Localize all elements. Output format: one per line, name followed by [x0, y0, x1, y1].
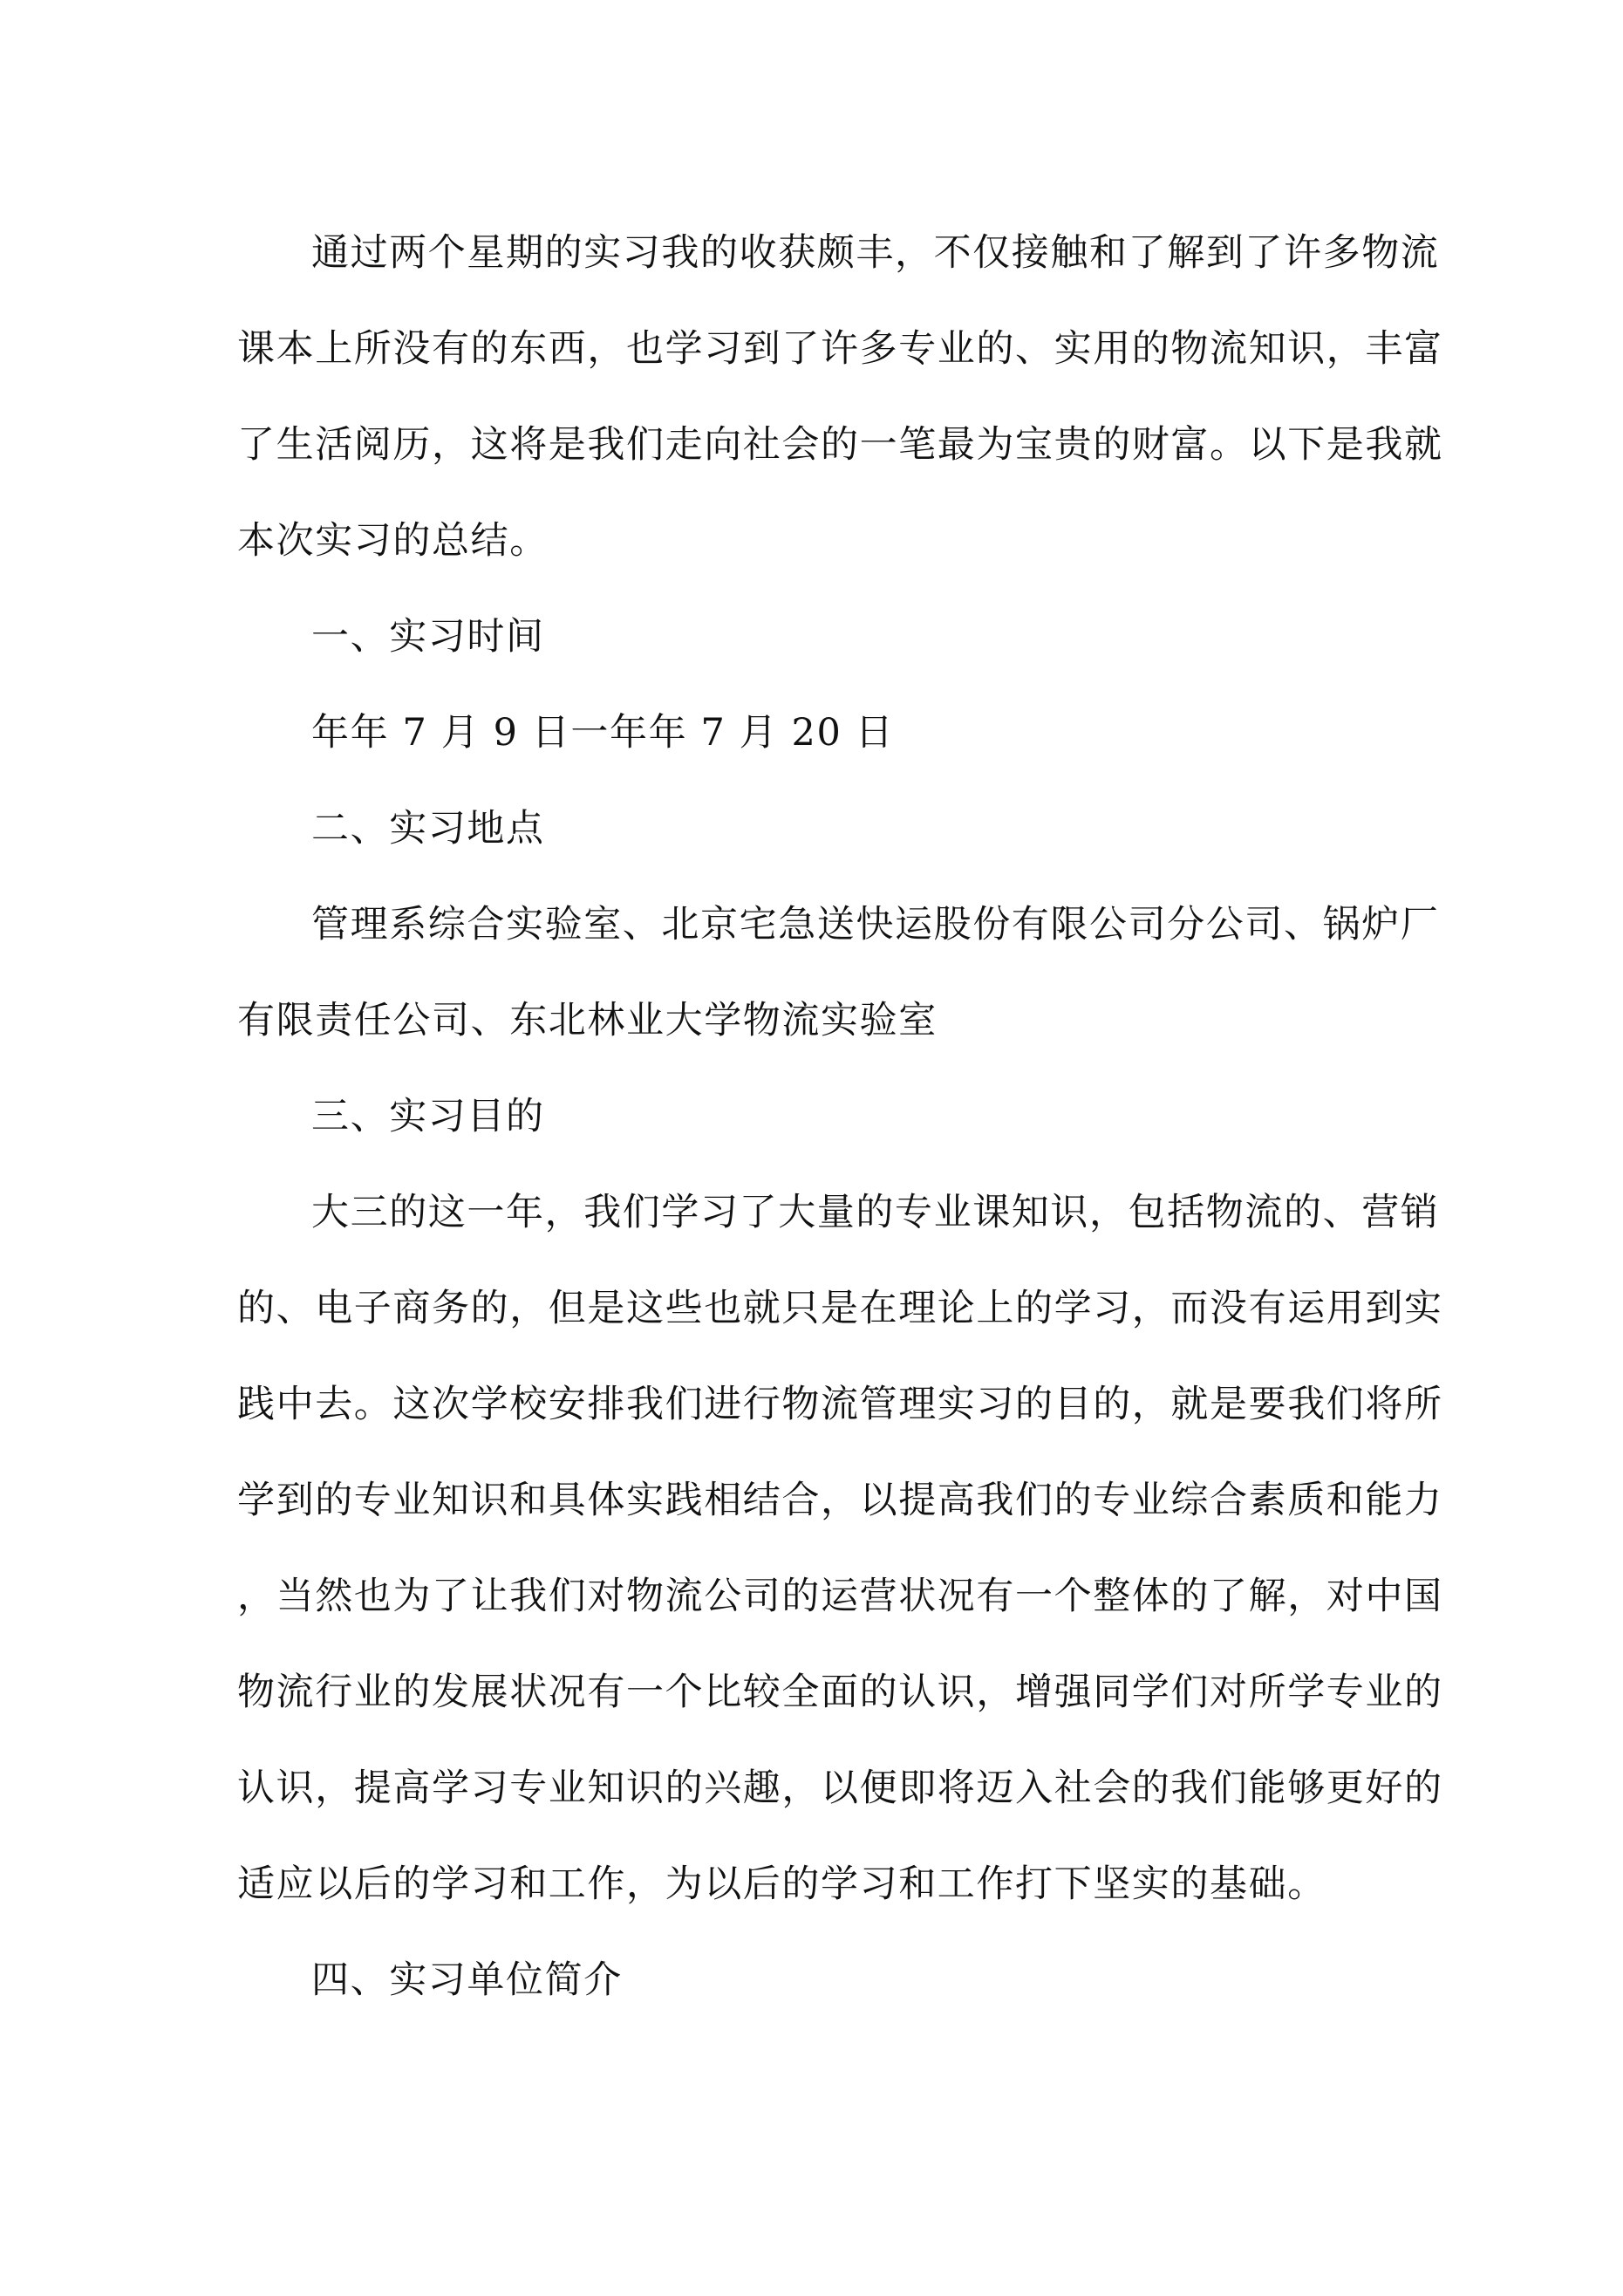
purpose-line-2: 的、电子商务的，但是这些也就只是在理论上的学习，而没有运用到实: [237, 1287, 1443, 1330]
paragraph-intro-line-1: 通过两个星期的实习我的收获颇丰，不仅接触和了解到了许多物流: [311, 231, 1440, 275]
purpose-line-7: 认识，提高学习专业知识的兴趣，以便即将迈入社会的我们能够更好的: [237, 1766, 1443, 1810]
section-heading-location: 二、实习地点: [311, 807, 545, 851]
purpose-line-6: 物流行业的发展状况有一个比较全面的认识，增强同学们对所学专业的: [237, 1671, 1443, 1714]
purpose-line-3: 践中去。这次学校安排我们进行物流管理实习的目的，就是要我们将所: [237, 1383, 1443, 1426]
purpose-line-5: ，当然也为了让我们对物流公司的运营状况有一个整体的了解，对中国: [237, 1575, 1443, 1618]
location-line-1: 管理系综合实验室、北京宅急送快运股份有限公司分公司、锅炉厂: [311, 903, 1440, 946]
location-line-2: 有限责任公司、东北林业大学物流实验室: [237, 999, 938, 1042]
section-heading-purpose: 三、实习目的: [311, 1095, 545, 1138]
purpose-line-4: 学到的专业知识和具体实践相结合，以提高我们的专业综合素质和能力: [237, 1479, 1443, 1522]
section-heading-time: 一、实习时间: [311, 615, 545, 659]
paragraph-intro-line-4: 本次实习的总结。: [237, 519, 549, 563]
purpose-line-8: 适应以后的学习和工作，为以后的学习和工作打下坚实的基础。: [237, 1862, 1326, 1906]
purpose-line-1: 大三的这一年，我们学习了大量的专业课知识，包括物流的、营销: [311, 1191, 1440, 1234]
section-heading-unit-intro: 四、实习单位简介: [311, 1958, 623, 2002]
paragraph-intro-line-3: 了生活阅历，这将是我们走向社会的一笔最为宝贵的财富。以下是我就: [237, 423, 1443, 467]
internship-date-range: 年年 7 月 9 日一年年 7 月 20 日: [311, 711, 895, 755]
paragraph-intro-line-2: 课本上所没有的东西，也学习到了许多专业的、实用的物流知识，丰富: [237, 327, 1443, 371]
